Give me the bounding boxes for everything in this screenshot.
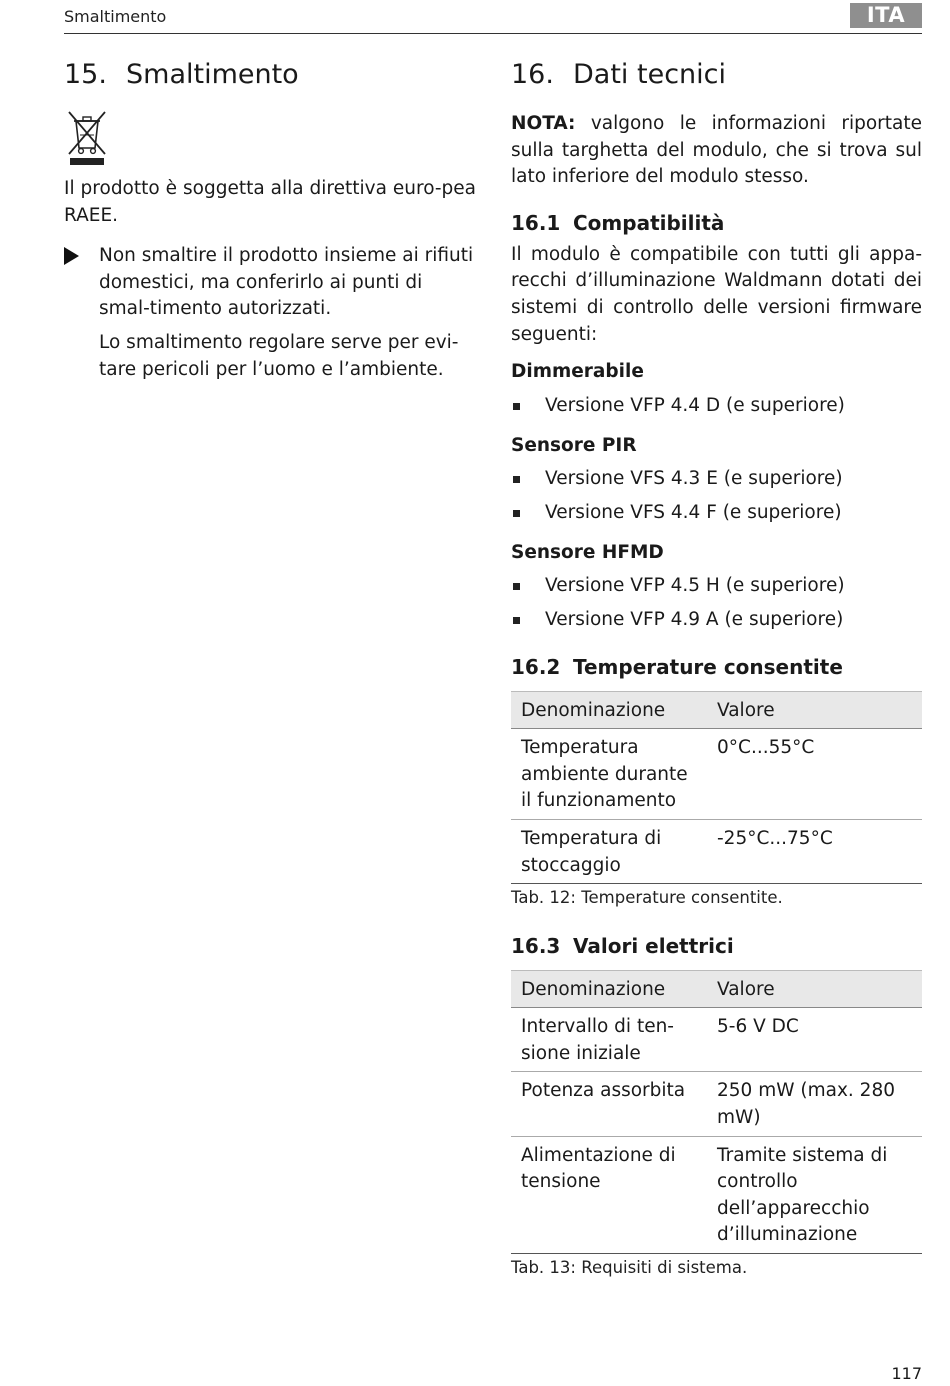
subsection-16-1-title — [511, 208, 922, 238]
column-header: Denominazione — [511, 692, 707, 729]
table-cell: Intervallo di ten-sione iniziale — [511, 1008, 707, 1072]
list-item-text: Versione VFS 4.3 E (e superiore) — [545, 468, 843, 490]
section-number: 16. — [511, 59, 554, 90]
square-bullet-icon — [513, 476, 520, 483]
subsection-title-text: Valori elettrici — [573, 934, 734, 959]
subsection-title-text: Compatibilità — [573, 210, 725, 235]
weee-directive-text: Il prodotto è soggetta alla direttiva euro-pea RAEE. — [64, 178, 476, 226]
table-cell: Temperatura di stoccaggio — [511, 819, 707, 883]
section-title-text: Smaltimento — [126, 59, 299, 90]
table-header-row — [511, 692, 922, 729]
group-label-pir: Sensore PIR — [511, 435, 637, 457]
list-item — [511, 607, 922, 633]
temperature-table — [511, 691, 922, 884]
disposal-section — [64, 56, 476, 383]
table-row — [511, 1008, 922, 1072]
table-cell: 250 mW (max. 280 mW) — [707, 1072, 922, 1136]
table-cell: Alimentazione di tensione — [511, 1136, 707, 1253]
header-section-title: Smaltimento — [64, 7, 167, 26]
table-cell: 5-6 V DC — [707, 1008, 922, 1072]
subsection-number: 16.3 — [511, 934, 561, 959]
table-caption: Tab. 12: Temperature consentite. — [511, 888, 783, 908]
table-cell: Temperatura ambiente durante il funzionamento — [511, 729, 707, 820]
technical-data-section — [511, 56, 922, 1280]
list-item — [511, 393, 922, 419]
subsection-number: 16.2 — [511, 655, 561, 680]
subsection-16-3-title — [511, 931, 922, 961]
table-row — [511, 1072, 922, 1136]
square-bullet-icon — [513, 403, 520, 410]
table-row — [511, 729, 922, 820]
subsection-number: 16.1 — [511, 210, 561, 235]
disposal-instruction-text: Non smaltire il prodotto insieme ai rifiuti domestici, ma conferirlo ai punti di smal-timento autorizzati. — [99, 245, 474, 320]
list-item-text: Versione VFP 4.4 D (e superiore) — [545, 395, 845, 417]
table-header-row — [511, 971, 922, 1008]
table-row — [511, 1136, 922, 1253]
note-paragraph — [511, 111, 922, 191]
group-label-dimmable: Dimmerabile — [511, 361, 644, 383]
column-header: Valore — [707, 692, 922, 729]
section-number: 15. — [64, 59, 107, 90]
disposal-instruction — [64, 243, 476, 323]
list-item — [511, 573, 922, 599]
subsection-16-2-title — [511, 652, 922, 682]
note-label: NOTA: — [511, 113, 576, 134]
disposal-reason-text: Lo smaltimento regolare serve per evi-tare pericoli per l’uomo e l’ambiente. — [99, 331, 459, 380]
list-item-text: Versione VFP 4.5 H (e superiore) — [545, 575, 845, 597]
square-bullet-icon — [513, 583, 520, 590]
table-row — [511, 819, 922, 883]
table-cell: Tramite sistema di controllo dell’apparecchio d’illuminazione — [707, 1136, 922, 1253]
square-bullet-icon — [513, 510, 520, 517]
note-text: valgono le informazioni riportate sulla targhetta del modulo, che si trova sul lato inferiore del modulo stesso. — [511, 113, 922, 188]
list-item — [511, 466, 922, 492]
table-cell: 0°C...55°C — [707, 729, 922, 820]
column-header: Valore — [707, 971, 922, 1008]
electrical-values-table — [511, 970, 922, 1254]
table-caption: Tab. 13: Requisiti di sistema. — [511, 1257, 748, 1277]
table-cell: Potenza assorbita — [511, 1072, 707, 1136]
square-bullet-icon — [513, 617, 520, 624]
group-label-hfmd: Sensore HFMD — [511, 542, 664, 564]
subsection-title-text: Temperature consentite — [573, 655, 843, 680]
table-cell: -25°C...75°C — [707, 819, 922, 883]
language-badge: ITA — [850, 3, 922, 28]
page-number: 117 — [891, 1364, 922, 1383]
list-item — [511, 500, 922, 526]
section-16-title — [511, 56, 922, 94]
page-header — [64, 0, 922, 34]
section-title-text: Dati tecnici — [573, 59, 727, 90]
list-item-text: Versione VFP 4.9 A (e superiore) — [545, 609, 844, 631]
section-15-title — [64, 56, 476, 94]
compatibility-text: Il modulo è compatibile con tutti gli appa-recchi d’illuminazione Waldmann dotati dei sistemi di controllo delle versioni firmware seguenti: — [511, 243, 922, 345]
column-header: Denominazione — [511, 971, 707, 1008]
arrow-bullet-icon — [64, 247, 79, 265]
list-item-text: Versione VFS 4.4 F (e superiore) — [545, 502, 842, 524]
weee-icon — [66, 110, 108, 166]
